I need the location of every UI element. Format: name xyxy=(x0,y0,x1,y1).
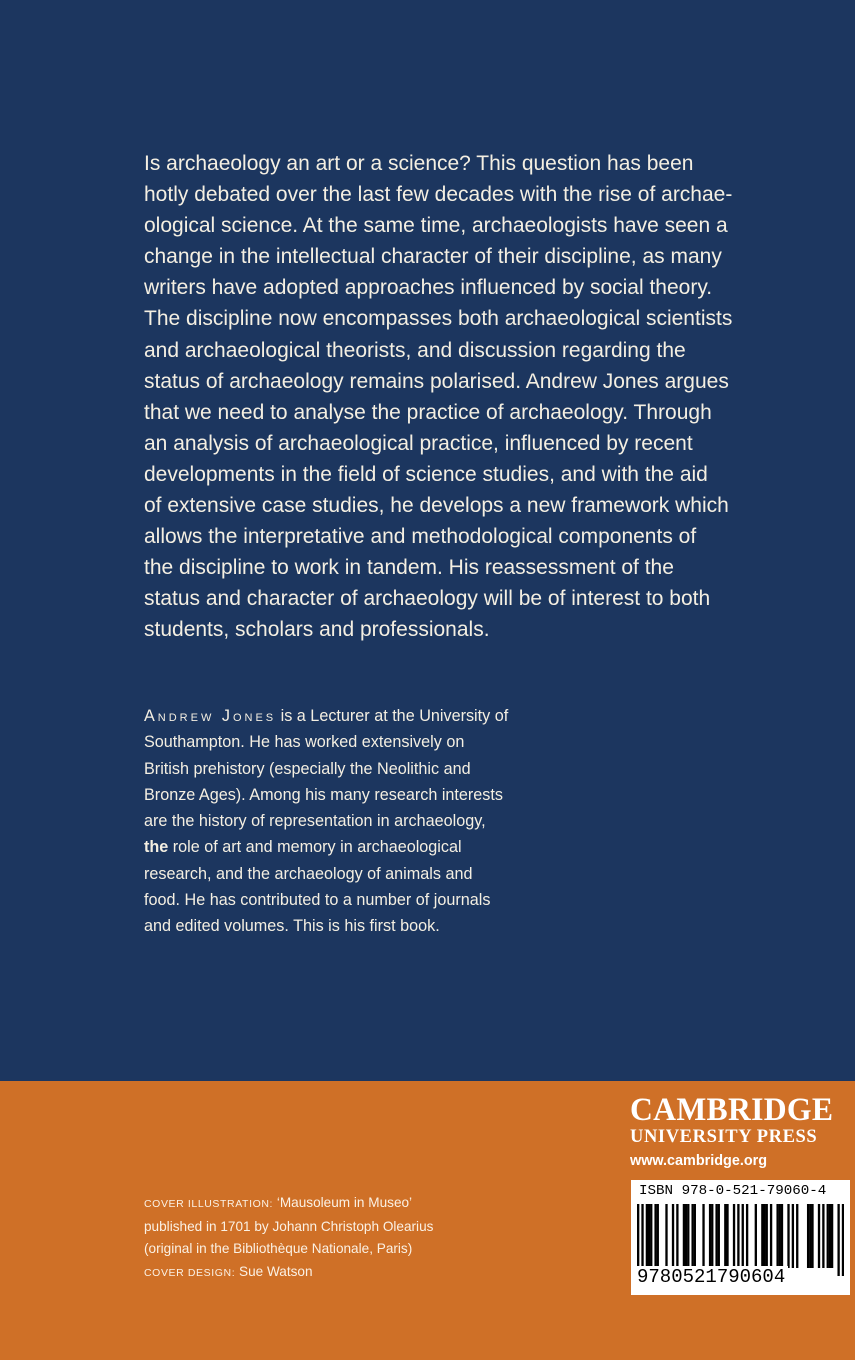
bio-line: British prehistory (especially the Neolithic and xyxy=(144,759,471,778)
bio-bold-word: the xyxy=(144,838,169,857)
barcode-bar xyxy=(837,1204,839,1276)
barcode-bar xyxy=(715,1204,717,1268)
barcode-bar xyxy=(796,1204,798,1268)
publisher-url: www.cambridge.org xyxy=(630,1153,767,1169)
cover-credits xyxy=(144,1192,524,1285)
barcode-bar xyxy=(694,1204,696,1268)
author-name: Andrew Jones xyxy=(144,707,277,725)
barcode-bar xyxy=(779,1204,781,1268)
book-blurb xyxy=(144,148,734,646)
illustration-title: ‘Mausoleum in Museo’ xyxy=(273,1195,413,1210)
blurb-line: an analysis of archaeological practice, influenced by recent xyxy=(144,431,693,455)
blurb-line: ological science. At the same time, archaeologists have seen a xyxy=(144,214,728,238)
barcode-bar xyxy=(724,1204,726,1268)
barcode-bar xyxy=(702,1204,704,1268)
illustration-credit-line: published in 1701 by Johann Christoph Olearius xyxy=(144,1218,434,1234)
bio-line: food. He has contributed to a number of journals xyxy=(144,891,491,910)
designer-name: Sue Watson xyxy=(235,1264,313,1280)
barcode-bar xyxy=(818,1204,820,1268)
barcode-bar xyxy=(685,1204,687,1268)
blurb-line: status and character of archaeology will be of interest to both xyxy=(144,587,711,611)
barcode-bar xyxy=(691,1204,693,1268)
bio-line: are the history of representation in archaeology, xyxy=(144,812,486,831)
barcode-bar xyxy=(657,1204,659,1268)
barcode-bar xyxy=(718,1204,720,1268)
design-credit-line xyxy=(144,1261,524,1285)
barcode-bar xyxy=(665,1204,667,1268)
design-label: COVER DESIGN: xyxy=(144,1267,236,1280)
bio-line xyxy=(144,703,564,729)
bio-line: Bronze Ages). Among his many research interests xyxy=(144,785,503,804)
barcode-bar xyxy=(646,1204,648,1268)
barcode-bar xyxy=(787,1204,789,1268)
barcode-digits: 9780521790604 xyxy=(634,1266,788,1288)
barcode-bar xyxy=(761,1204,763,1268)
barcode-bar xyxy=(654,1204,656,1268)
barcode-bar xyxy=(831,1204,833,1268)
blurb-line: students, scholars and professionals. xyxy=(144,618,490,642)
bio-line-text: role of art and memory in archaeological xyxy=(168,838,462,857)
blurb-line: The discipline now encompasses both archaeological scientists xyxy=(144,307,733,331)
barcode-bar xyxy=(676,1204,678,1268)
barcode-bar xyxy=(733,1204,735,1268)
bio-line-text: is a Lecturer at the University of xyxy=(276,707,509,725)
barcode-bar xyxy=(766,1204,768,1268)
publisher-logo xyxy=(630,1093,852,1173)
barcode-bar xyxy=(829,1204,831,1268)
blurb-line: the discipline to work in tandem. His reassessment of the xyxy=(144,556,674,580)
barcode-bar xyxy=(755,1204,757,1268)
blurb-line: of extensive case studies, he develops a new framework which xyxy=(144,494,729,518)
barcode-bar xyxy=(811,1204,813,1268)
blurb-line: that we need to analyse the practice of archaeology. Through xyxy=(144,400,712,424)
barcode-bar xyxy=(827,1204,829,1268)
barcode-bar xyxy=(648,1204,650,1268)
barcode-bar xyxy=(746,1204,748,1268)
blurb-line: status of archaeology remains polarised. Andrew Jones argues xyxy=(144,369,729,393)
bio-line: Southampton. He has worked extensively on xyxy=(144,733,465,752)
blurb-line: allows the interpretative and methodological components of xyxy=(144,525,697,549)
illustration-label: COVER ILLUSTRATION: xyxy=(144,1198,274,1210)
blurb-line: change in the intellectual character of their discipline, as many xyxy=(144,245,722,269)
isbn-text: ISBN 978-0-521-79060-4 xyxy=(639,1183,827,1199)
blurb-line: developments in the field of science studies, and with the aid xyxy=(144,462,708,486)
barcode-bar xyxy=(687,1204,689,1268)
author-bio xyxy=(144,703,564,940)
blurb-line: Is archaeology an art or a science? This question has been xyxy=(144,152,694,175)
bio-line xyxy=(144,834,564,860)
isbn-barcode xyxy=(631,1180,850,1295)
barcode-bar xyxy=(709,1204,711,1268)
barcode-bar xyxy=(822,1204,824,1268)
barcode-bar xyxy=(672,1204,674,1268)
publisher-name: CAMBRIDGE xyxy=(630,1092,834,1128)
publisher-subname: UNIVERSITY PRESS xyxy=(630,1127,818,1147)
barcode-bar xyxy=(726,1204,728,1268)
barcode-bar xyxy=(683,1204,685,1268)
barcode-bar xyxy=(781,1204,783,1268)
barcode-bar xyxy=(809,1204,811,1268)
bio-line: and edited volumes. This is his first book. xyxy=(144,917,440,936)
illustration-credit-line xyxy=(144,1192,524,1216)
blurb-line: writers have adopted approaches influenced by social theory. xyxy=(144,276,713,300)
barcode-bar xyxy=(763,1204,765,1268)
illustration-credit-line: (original in the Bibliothèque Nationale, Paris) xyxy=(144,1241,413,1257)
barcode-bar xyxy=(792,1204,794,1268)
bio-line: research, and the archaeology of animals and xyxy=(144,864,473,883)
barcode-bar xyxy=(770,1204,772,1268)
blurb-line: hotly debated over the last few decades with the rise of archae- xyxy=(144,183,733,207)
barcode-bar xyxy=(807,1204,809,1268)
blurb-line: and archaeological theorists, and discussion regarding the xyxy=(144,338,686,362)
barcode-bar xyxy=(711,1204,713,1268)
barcode-bar xyxy=(842,1204,844,1276)
barcode-bar xyxy=(776,1204,778,1268)
barcode-bar xyxy=(650,1204,652,1268)
